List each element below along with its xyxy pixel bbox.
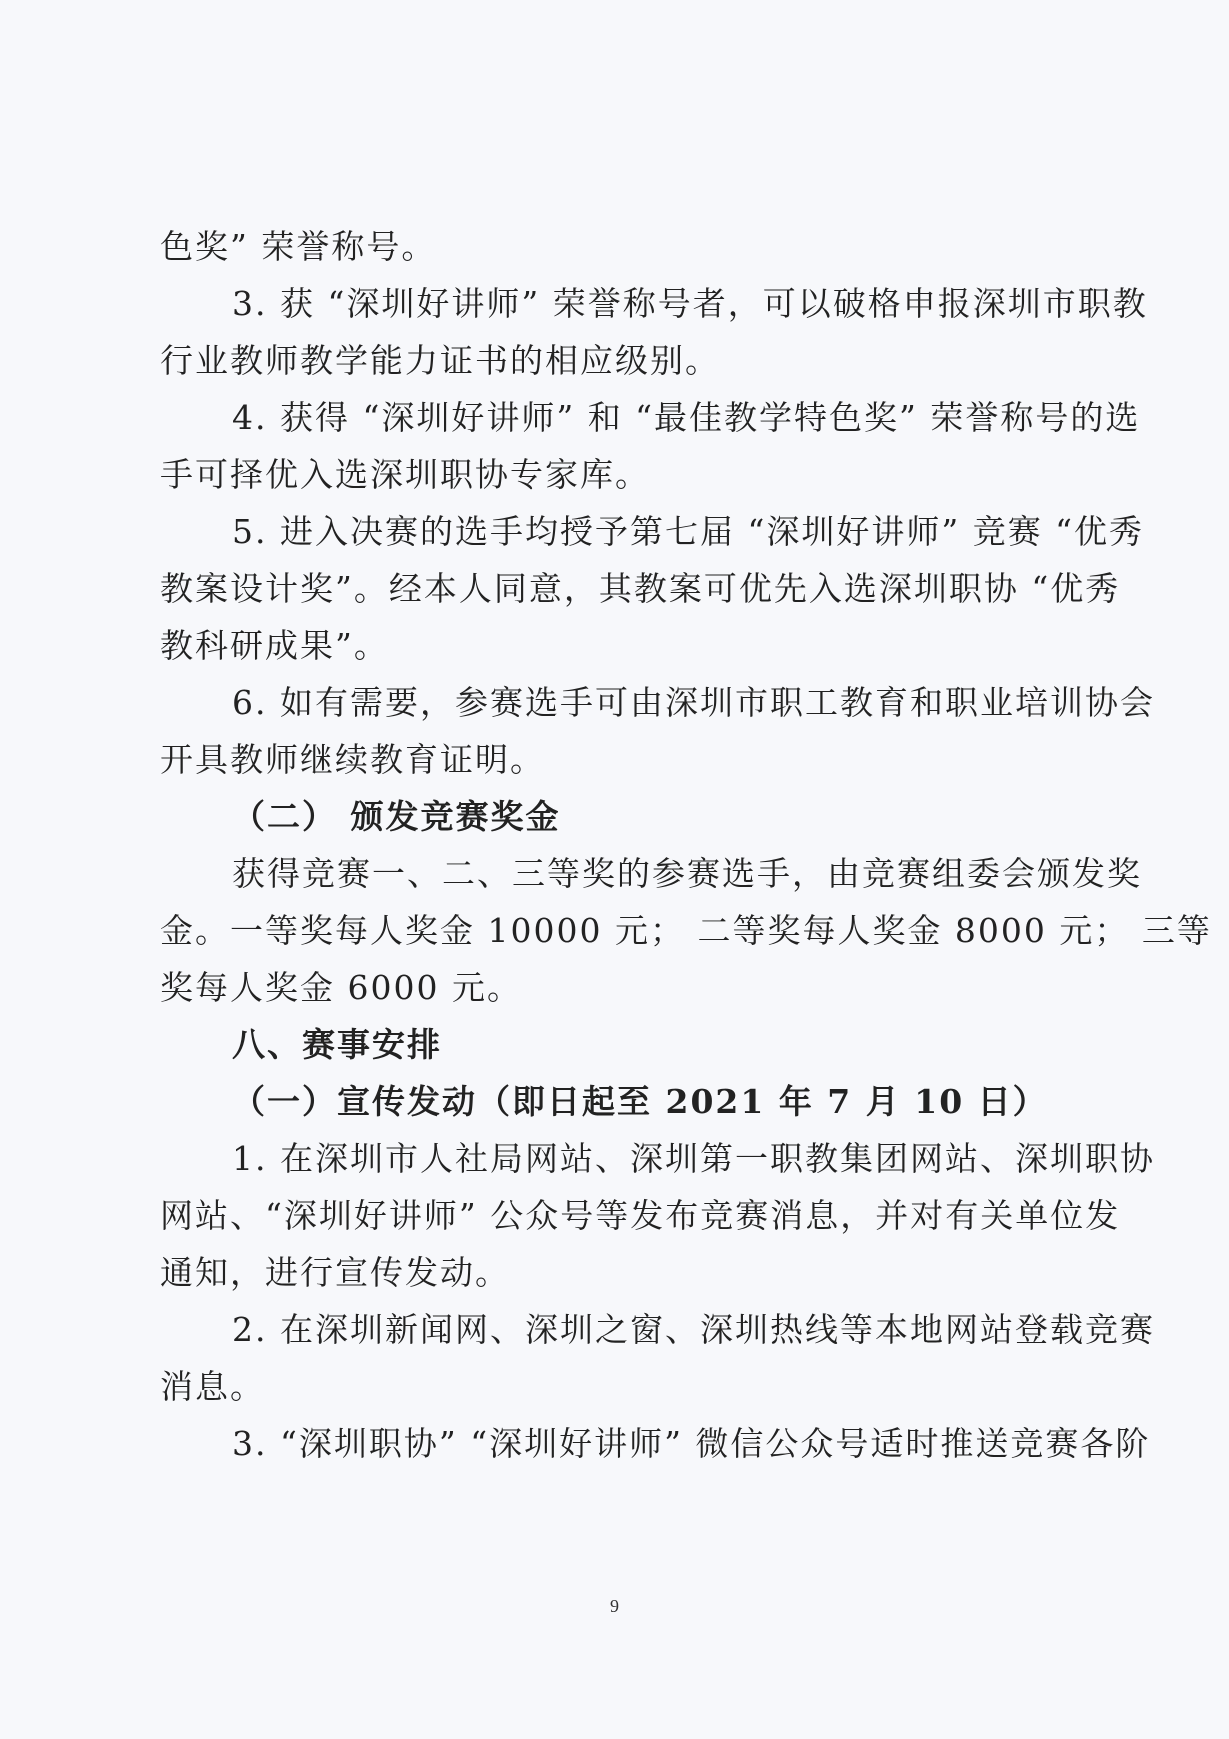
paragraph-line: 6. 如有需要，参赛选手可由深圳市职工教育和职业培训协会 [232, 683, 1155, 722]
paragraph-line: 通知，进行宣传发动。 [160, 1253, 510, 1292]
document-body [160, 218, 1212, 1472]
paragraph-line: 获得竞赛一、二、三等奖的参赛选手，由竞赛组委会颁发奖 [232, 854, 1142, 893]
paragraph-line: 教案设计奖”。经本人同意，其教案可优先入选深圳职协 “优秀 [160, 569, 1121, 608]
paragraph-line: 3. “深圳职协” “深圳好讲师” 微信公众号适时推送竞赛各阶 [232, 1424, 1151, 1463]
paragraph-line: 教科研成果”。 [160, 626, 389, 665]
paragraph-line: 行业教师教学能力证书的相应级别。 [160, 341, 720, 380]
paragraph-line: 网站、“深圳好讲师” 公众号等发布竞赛消息，并对有关单位发 [160, 1196, 1121, 1235]
paragraph-line: 手可择优入选深圳职协专家库。 [160, 455, 650, 494]
paragraph-line: 色奖” 荣誉称号。 [160, 227, 437, 266]
paragraph-line: 开具教师继续教育证明。 [160, 740, 545, 779]
paragraph-line: 1. 在深圳市人社局网站、深圳第一职教集团网站、深圳职协 [232, 1139, 1155, 1178]
section-heading: 八、赛事安排 [232, 1025, 442, 1064]
paragraph-line: 4. 获得 “深圳好讲师” 和 “最佳教学特色奖” 荣誉称号的选 [232, 398, 1141, 437]
page-number: 9 [610, 1596, 619, 1616]
paragraph-line: 3. 获 “深圳好讲师” 荣誉称号者，可以破格申报深圳市职教 [232, 284, 1148, 323]
paragraph-line: 2. 在深圳新闻网、深圳之窗、深圳热线等本地网站登载竞赛 [232, 1310, 1155, 1349]
paragraph-line: 消息。 [160, 1367, 265, 1406]
paragraph-line: 金。一等奖每人奖金 10000 元； 二等奖每人奖金 8000 元； 三等 [160, 911, 1212, 950]
section-subheading: （一）宣传发动（即日起至 2021 年 7 月 10 日） [232, 1082, 1048, 1121]
paragraph-line: 奖每人奖金 6000 元。 [160, 968, 522, 1007]
paragraph-line: 5. 进入决赛的选手均授予第七届 “深圳好讲师” 竞赛 “优秀 [232, 512, 1145, 551]
section-subheading: （二） 颁发竞赛奖金 [232, 797, 561, 836]
